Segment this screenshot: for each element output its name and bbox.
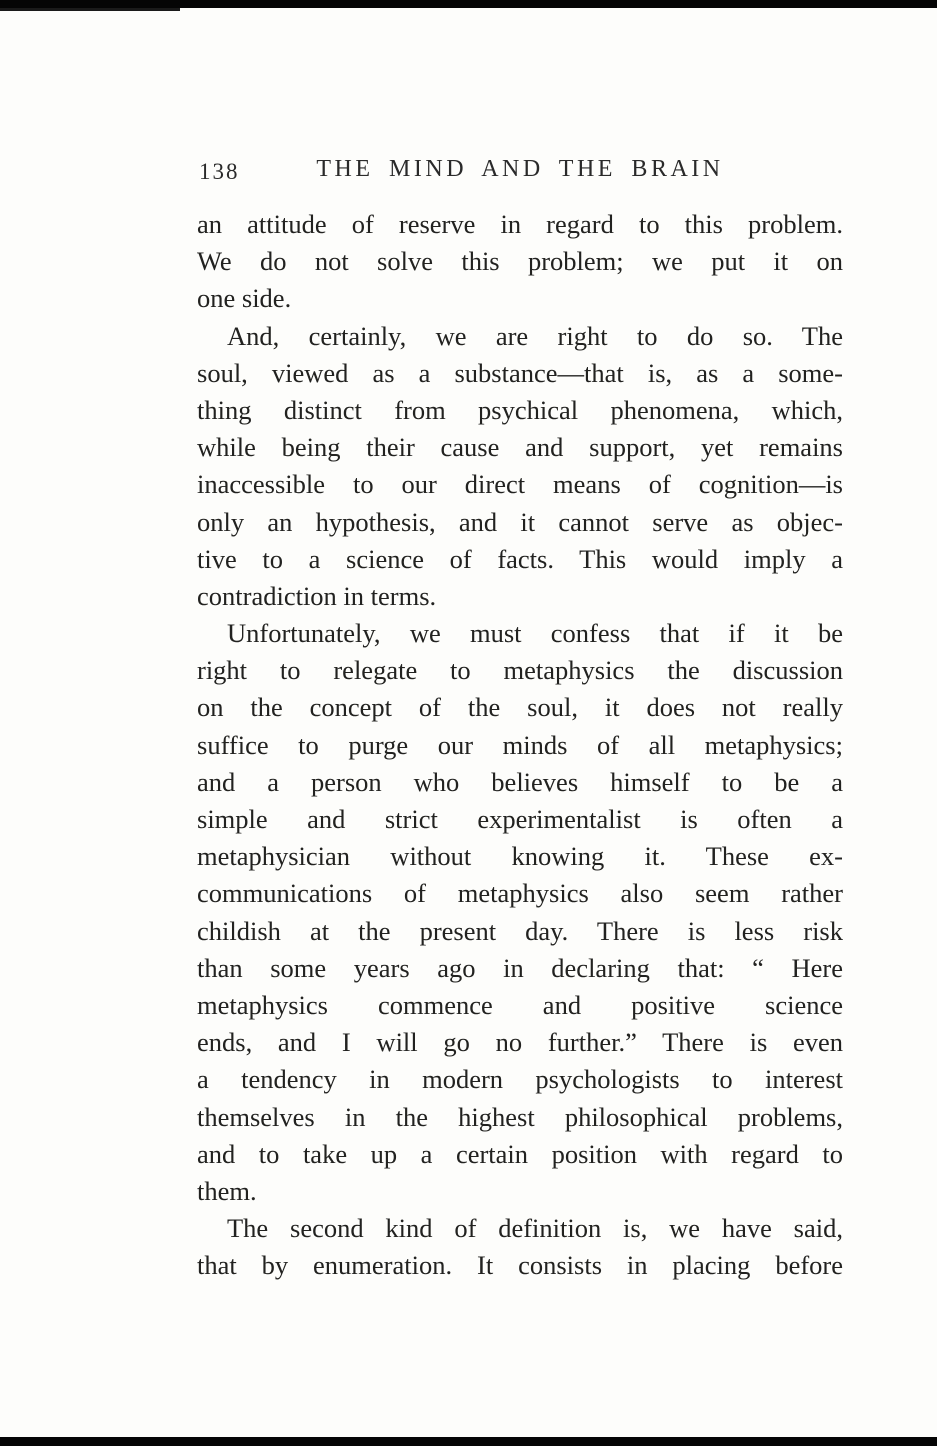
text-line: The second kind of definition is, we have said, <box>227 1213 843 1244</box>
text-line: communications of metaphysics also seem rather <box>197 878 843 909</box>
paragraph <box>197 318 843 616</box>
text-line: on the concept of the soul, it does not really <box>197 692 843 723</box>
text-line: while being their cause and support, yet remains <box>197 432 843 463</box>
page-number: 138 <box>199 159 240 184</box>
text-line: them. <box>197 1175 257 1206</box>
text-line: than some years ago in declaring that: “ Here <box>197 952 843 983</box>
text-line: one side. <box>197 283 292 314</box>
text-line: that by enumeration. It consists in placing before <box>197 1250 843 1281</box>
running-title: THE MIND AND THE BRAIN <box>316 156 724 182</box>
scan-artifact-corner <box>0 8 180 11</box>
paragraph <box>197 1210 843 1284</box>
text-line: metaphysics commence and positive science <box>197 989 843 1020</box>
text-line: childish at the present day. There is less risk <box>197 915 843 946</box>
text-line: and a person who believes himself to be a <box>197 766 843 797</box>
text-line: Unfortunately, we must confess that if it be <box>227 618 843 649</box>
page-header <box>197 156 843 190</box>
text-line: a tendency in modern psychologists to interest <box>197 1064 843 1095</box>
text-line: thing distinct from psychical phenomena, which, <box>197 394 843 425</box>
text-line: only an hypothesis, and it cannot serve as objec- <box>197 506 843 537</box>
scan-artifact-bottom <box>0 1437 937 1446</box>
text-line: contradiction in terms. <box>197 580 437 611</box>
text-line: We do not solve this problem; we put it on <box>197 246 843 277</box>
text-line: inaccessible to our direct means of cognition—is <box>197 469 843 500</box>
text-line: and to take up a certain position with regard to <box>197 1138 843 1169</box>
scan-artifact-top <box>0 0 937 8</box>
text-block <box>197 206 843 1284</box>
text-line: simple and strict experimentalist is often a <box>197 804 843 834</box>
text-line: tive to a science of facts. This would imply a <box>197 543 843 574</box>
text-line: And, certainly, we are right to do so. The <box>227 320 843 351</box>
paragraph <box>197 615 843 1210</box>
text-line: themselves in the highest philosophical problems, <box>197 1101 843 1132</box>
text-line: suffice to purge our minds of all metaphysics; <box>197 729 843 760</box>
text-line: metaphysician without knowing it. These ex- <box>197 841 843 872</box>
text-line: right to relegate to metaphysics the discussion <box>197 655 843 686</box>
paragraph <box>197 206 843 318</box>
text-line: ends, and I will go no further.” There is even <box>197 1027 843 1058</box>
text-line: an attitude of reserve in regard to this problem. <box>197 209 843 239</box>
text-line: soul, viewed as a substance—that is, as a some- <box>197 357 843 388</box>
